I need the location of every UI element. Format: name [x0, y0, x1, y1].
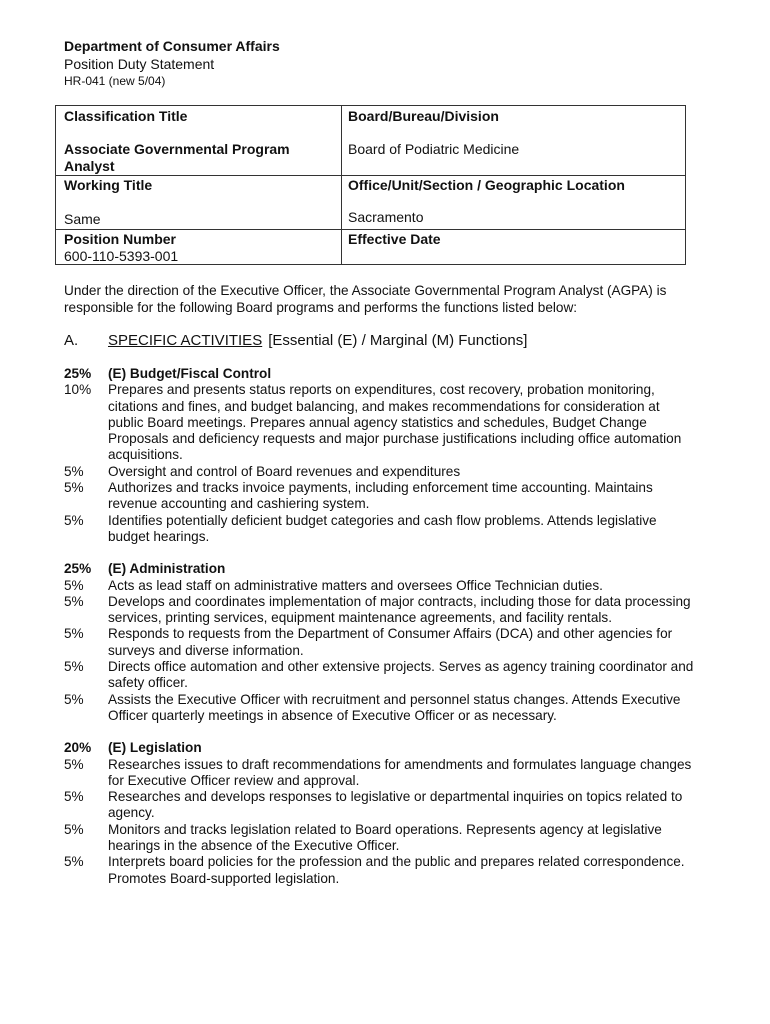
activity-item — [64, 789, 694, 822]
board-label: Board/Bureau/Division — [348, 108, 499, 124]
group-title: (E) Administration — [108, 561, 226, 577]
effective-date-label: Effective Date — [348, 231, 441, 247]
department-name: Department of Consumer Affairs — [64, 38, 280, 54]
activity-group — [64, 366, 694, 545]
activity-item — [64, 464, 694, 480]
item-text: Directs office automation and other extensive projects. Serves as agency training coordinator and safety officer. — [108, 659, 694, 691]
activity-item — [64, 480, 694, 513]
classification-title-cell — [64, 108, 334, 175]
table-divider — [341, 106, 342, 265]
item-text: Identifies potentially deficient budget categories and cash flow problems. Attends legislative budget hearings. — [108, 512, 657, 544]
position-number-label: Position Number — [64, 231, 177, 247]
form-number: HR-041 (new 5/04) — [64, 74, 166, 88]
activity-groups — [64, 366, 694, 903]
item-text: Acts as lead staff on administrative matters and oversees Office Technician duties. — [108, 577, 603, 593]
working-title-value: Same — [64, 211, 101, 227]
effective-date-cell — [348, 231, 678, 248]
activity-item — [64, 594, 694, 627]
item-text: Responds to requests from the Department of Consumer Affairs (DCA) and other agencies for surveys and diverse information. — [108, 626, 673, 658]
table-divider — [56, 175, 686, 176]
intro-paragraph: Under the direction of the Executive Officer, the Associate Governmental Program Analyst (AGPA) is responsible for the following Board programs and performs the functions listed below: — [64, 283, 667, 315]
section-heading — [64, 332, 527, 350]
item-percent: 5% — [64, 480, 84, 496]
item-percent: 10% — [64, 382, 92, 398]
activity-item — [64, 513, 694, 546]
classification-title-label: Classification Title — [64, 108, 188, 124]
activity-item — [64, 626, 694, 659]
group-title: (E) Legislation — [108, 740, 202, 756]
activity-item — [64, 854, 694, 887]
item-percent: 5% — [64, 854, 84, 870]
activity-item — [64, 822, 694, 855]
item-text: Assists the Executive Officer with recruitment and personnel status changes. Attends Executive Officer quarterly meetings in absence of Executive Officer or as necessary. — [108, 691, 681, 723]
item-percent: 5% — [64, 756, 84, 772]
item-percent: 5% — [64, 821, 84, 837]
working-title-label: Working Title — [64, 177, 153, 193]
item-text: Researches issues to draft recommendations for amendments and formulates language changes for Executive Officer review and approval. — [108, 756, 692, 788]
position-number-value: 600-110-5393-001 — [64, 248, 179, 264]
group-percent: 25% — [64, 366, 92, 381]
classification-title-value: Associate Governmental Program Analyst — [64, 141, 290, 174]
section-title: SPECIFIC ACTIVITIES — [108, 332, 263, 349]
activity-group — [64, 561, 694, 724]
item-percent: 5% — [64, 691, 84, 707]
activity-item — [64, 659, 694, 692]
section-subtitle: [Essential (E) / Marginal (M) Functions] — [268, 332, 528, 349]
board-cell — [348, 108, 678, 158]
item-text: Interprets board policies for the profession and the public and prepares related correspondence. Promotes Board-supported legislation. — [108, 854, 685, 886]
working-title-cell — [64, 177, 334, 228]
item-percent: 5% — [64, 577, 84, 593]
activity-item — [64, 692, 694, 725]
group-title: (E) Budget/Fiscal Control — [108, 366, 272, 381]
position-info-table — [55, 105, 686, 265]
item-text: Develops and coordinates implementation of major contracts, including those for data processing services, printing services, equipment maintenance agreements, and facility rentals. — [108, 593, 691, 626]
item-percent: 5% — [64, 659, 84, 675]
section-letter: A. — [64, 332, 79, 349]
item-percent: 5% — [64, 593, 84, 609]
activity-item — [64, 757, 694, 790]
item-percent: 5% — [64, 789, 84, 805]
office-value: Sacramento — [348, 209, 424, 225]
group-percent: 20% — [64, 740, 92, 756]
activity-item — [64, 382, 694, 463]
position-number-cell — [64, 231, 334, 265]
item-text: Prepares and presents status reports on expenditures, cost recovery, probation monitoring, citations and fines, and budget balancing, and makes recommendations for consideration at public Board meetings. Prepares annual agency statistics and schedules, Budget Change Proposals and deficiency requests and major purchase justifications including office automation acquisitions. — [108, 382, 682, 463]
document-title: Position Duty Statement — [64, 56, 215, 72]
item-text: Researches and develops responses to legislative or departmental inquiries on topics related to agency. — [108, 789, 683, 821]
activity-group-header — [64, 366, 694, 382]
item-percent: 5% — [64, 626, 84, 642]
activity-item — [64, 578, 694, 594]
activity-group-header — [64, 740, 694, 756]
activity-group-header — [64, 561, 694, 577]
office-label: Office/Unit/Section / Geographic Location — [348, 177, 625, 193]
office-cell — [348, 177, 684, 226]
activity-group — [64, 740, 694, 887]
group-percent: 25% — [64, 561, 92, 577]
item-percent: 5% — [64, 463, 84, 479]
table-divider — [56, 229, 686, 230]
board-value: Board of Podiatric Medicine — [348, 141, 520, 157]
item-text: Oversight and control of Board revenues and expenditures — [108, 463, 461, 479]
item-percent: 5% — [64, 512, 84, 528]
item-text: Authorizes and tracks invoice payments, including enforcement time accounting. Maintains revenue accounting and cashiering system. — [108, 480, 653, 512]
item-text: Monitors and tracks legislation related to Board operations. Represents agency at legislative hearings in the absence of the Executive Officer. — [108, 821, 662, 854]
